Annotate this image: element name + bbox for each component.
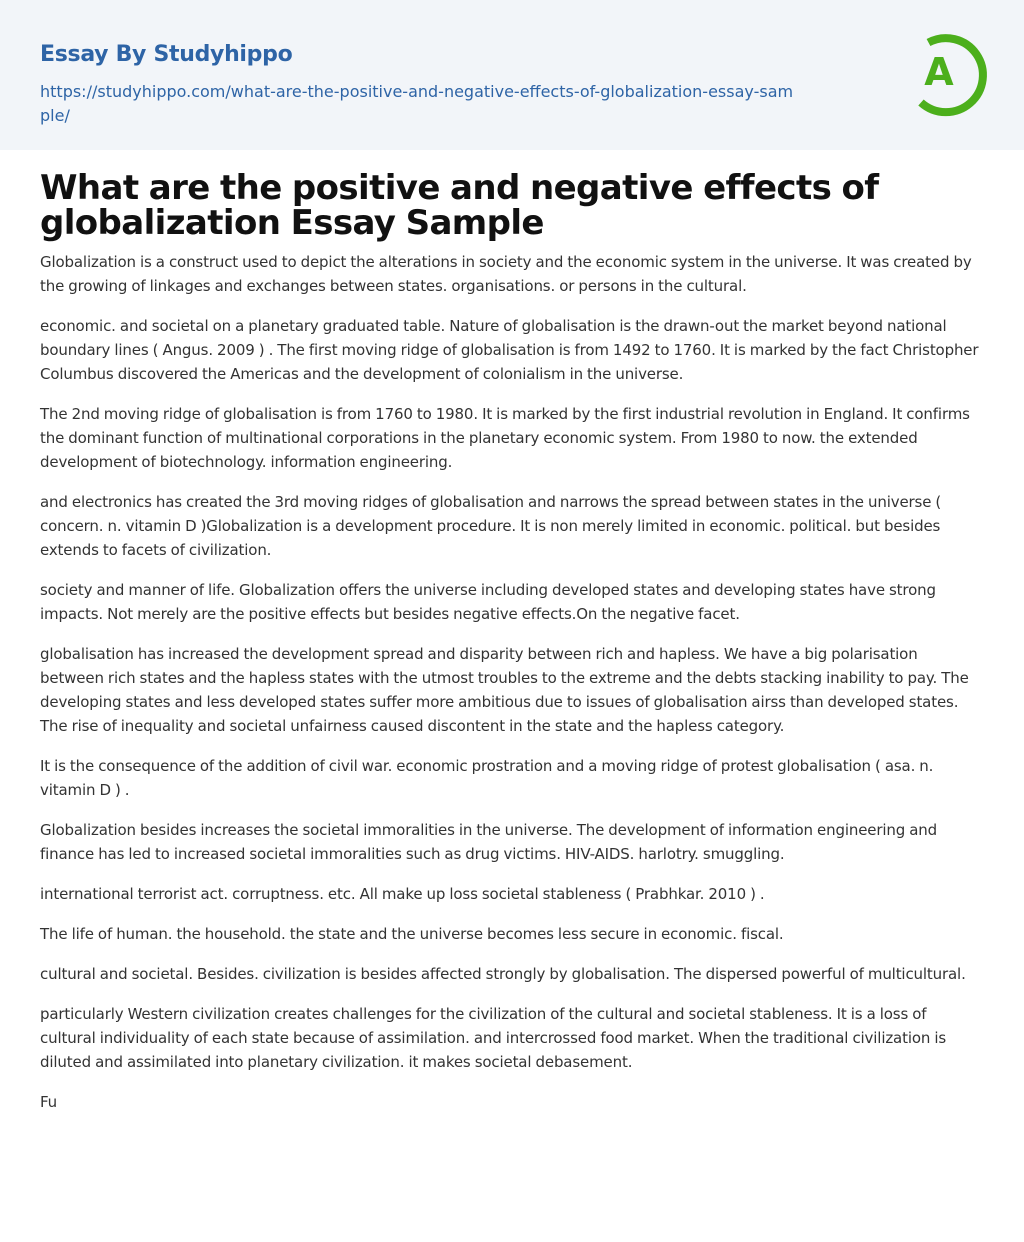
site-title[interactable]: Essay By Studyhippo (40, 42, 293, 67)
paragraph: Globalization besides increases the societal immoralities in the universe. The development of information engineering and finance has led to increased societal immoralities such as drug victims. HIV-AIDS. harlotry. smuggling. (40, 821, 938, 863)
paragraph: international terrorist act. corruptness. etc. All make up loss societal stableness ( Prabhkar. 2010 ) . (40, 885, 765, 903)
article-body (40, 250, 984, 1114)
article (0, 168, 1024, 1114)
paragraph: It is the consequence of the addition of civil war. economic prostration and a moving ridge of protest globalisation ( asa. n. vitamin D ) . (40, 757, 934, 799)
paragraph: society and manner of life. Globalization offers the universe including developed states and developing states have strong impacts. Not merely are the positive effects but besides negative effects.On the negative facet. (40, 581, 936, 623)
paragraph: particularly Western civilization creates challenges for the civilization of the cultural and societal stableness. It is a loss of cultural individuality of each state because of assimilation. and intercrossed food market. When the traditional civilization is diluted and assimilated into planetary civilization. it makes societal debasement. (40, 1005, 947, 1071)
paragraph: The life of human. the household. the state and the universe becomes less secure in economic. fiscal. (40, 925, 784, 943)
site-header (0, 0, 1024, 150)
paragraph: The 2nd moving ridge of globalisation is from 1760 to 1980. It is marked by the first industrial revolution in England. It confirms the dominant function of multinational corporations in the planetary economic system. From 1980 to now. the extended development of biotechnology. information engineering. (40, 405, 970, 471)
paragraph-truncated: Fu (40, 1093, 58, 1111)
essay-url-link[interactable]: https://studyhippo.com/what-are-the-positive-and-negative-effects-of-globalization-essay-sample/ (40, 82, 794, 125)
page-title: What are the positive and negative effects of globalization Essay Sample (40, 168, 879, 243)
paragraph: cultural and societal. Besides. civilization is besides affected strongly by globalisation. The dispersed powerful of multicultural. (40, 965, 966, 983)
paragraph: globalisation has increased the development spread and disparity between rich and hapless. We have a big polarisation between rich states and the hapless states with the utmost troubles to the extreme and the debts stacking inability to pay. The developing states and less developed states suffer more ambitious due to issues of globalisation airss than developed states. The rise of inequality and societal unfairness caused discontent in the state and the hapless category. (40, 645, 969, 735)
logo-letter: A (924, 50, 954, 94)
paragraph: economic. and societal on a planetary graduated table. Nature of globalisation is the drawn-out the market beyond national boundary lines ( Angus. 2009 ) . The first moving ridge of globalisation is from 1492 to 1760. It is marked by the fact Christopher Columbus discovered the Americas and the development of colonialism in the universe. (40, 317, 979, 383)
paragraph: and electronics has created the 3rd moving ridges of globalisation and narrows the spread between states in the universe ( concern. n. vitamin D )Globalization is a development procedure. It is non merely limited in economic. political. but besides extends to facets of civilization. (40, 493, 942, 559)
studyhippo-logo-icon[interactable] (898, 22, 998, 122)
paragraph: Globalization is a construct used to depict the alterations in society and the economic system in the universe. It was created by the growing of linkages and exchanges between states. organisations. or persons in the cultural. (40, 253, 972, 295)
